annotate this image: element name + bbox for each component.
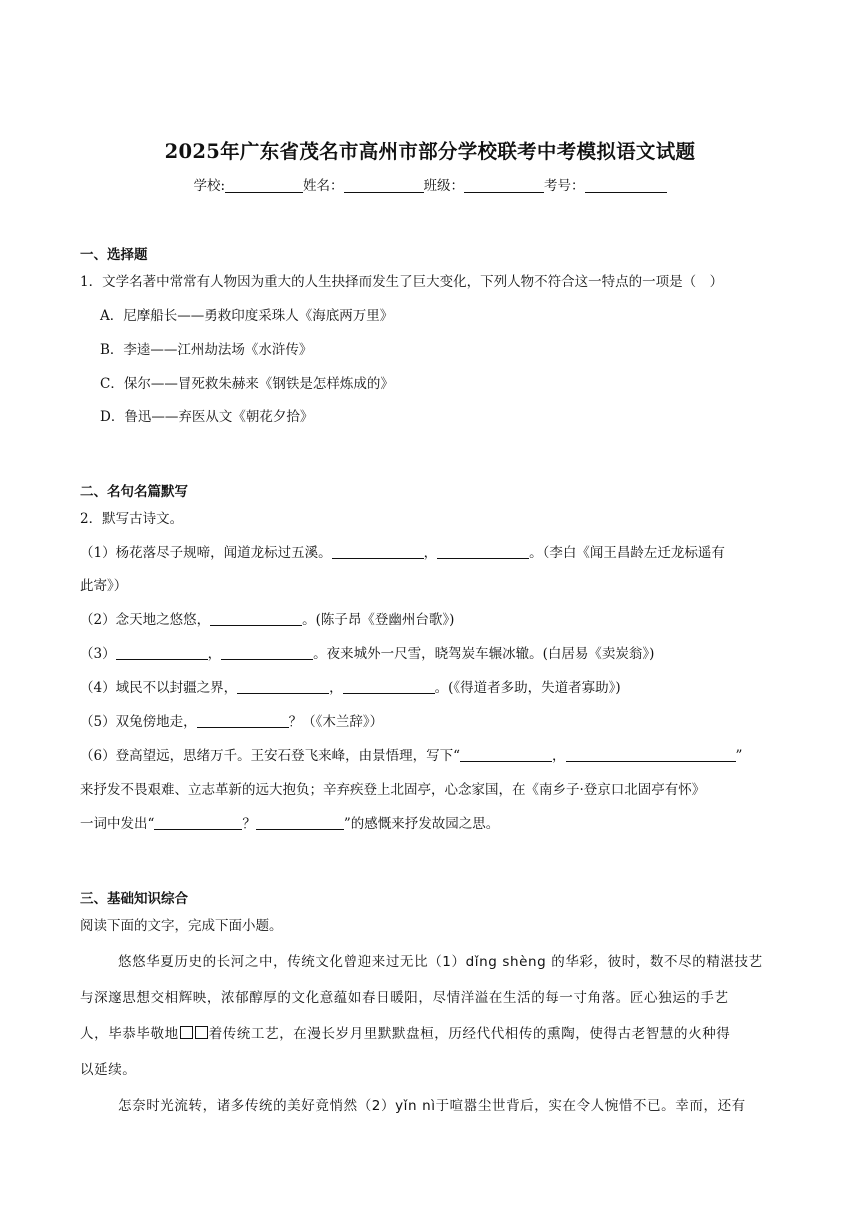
class-label: 班级：	[423, 178, 465, 194]
blank	[256, 816, 344, 830]
passage-line: 悠悠华夏历史的长河之中，传统文化曾迎来过无比（1）dǐng shèng 的华彩，彼时，数不尽的精湛技艺	[118, 954, 763, 970]
recite-4-source: 。(《得道者多助，失道者寡助》)	[434, 680, 621, 696]
question-2: 2．默写古诗文。	[80, 511, 184, 527]
blank	[566, 748, 736, 762]
recite-item-6-end	[80, 812, 499, 832]
recite-4-prefix: （4）域民不以封疆之界，	[80, 680, 238, 696]
recite-2-source: 。(陈子昂《登幽州台歌》)	[302, 612, 455, 628]
name-blank	[344, 178, 424, 193]
school-blank	[225, 178, 303, 193]
separator: ，	[329, 680, 343, 696]
blank	[154, 816, 242, 830]
exam-no-label: 考号：	[544, 178, 585, 194]
option-c: C．保尔——冒死救朱赫来《钢铁是怎样炼成的》	[100, 376, 394, 392]
passage-line: 以延续。	[80, 1062, 137, 1078]
blank	[116, 646, 208, 660]
recite-item-3	[80, 642, 654, 662]
recite-item-6-cont: 来抒发不畏艰难、立志革新的远大抱负；辛弃疾登上北固亭，心念家国，在《南乡子·登京口北固亭有怀》	[80, 782, 706, 798]
blank	[343, 680, 435, 694]
section-3-heading: 三、基础知识综合	[80, 891, 188, 907]
recite-item-6	[80, 744, 742, 764]
recite-5-prefix: （5）双兔傍地走，	[80, 714, 197, 730]
recite-3-prefix: （3）	[80, 646, 116, 662]
blank	[437, 545, 529, 559]
recite-6-prefix-2: 一词中发出“	[80, 816, 155, 832]
passage-line	[80, 1022, 780, 1042]
recite-item-1	[80, 541, 725, 561]
passage-text: 人，毕恭毕敬地	[80, 1026, 179, 1042]
recite-1-source: 。（李白《闻王昌龄左迁龙标遥有	[529, 545, 725, 561]
separator: ，	[207, 646, 222, 662]
passage-line: 怎奈时光流转，诸多传统的美好竟悄然（2）yǐn nì于喧嚣尘世背后，实在令人惋惜不已。幸而，还有	[118, 1098, 746, 1114]
separator: ？	[242, 816, 256, 832]
blank	[210, 612, 302, 626]
school-label: 学校:	[193, 178, 226, 194]
option-b: B．李逵——江州劫法场《水浒传》	[100, 342, 313, 358]
blank	[221, 646, 313, 660]
recite-6-prefix: （6）登高望远，思绪万千。王安石登飞来峰，由景悟理，写下“	[80, 748, 460, 764]
student-info-line	[0, 174, 860, 194]
passage-line: 与深邃思想交相辉映，浓郁醇厚的文化意蕴如春日暖阳，尽情洋溢在生活的每一寸角落。匠心独运的手艺	[80, 990, 729, 1006]
page-title: 2025年广东省茂名市高州市部分学校联考中考模拟语文试题	[164, 140, 696, 163]
separator: ，	[423, 545, 438, 561]
separator: ，	[552, 748, 566, 764]
missing-char-box	[180, 1026, 193, 1039]
section-1-heading: 一、选择题	[80, 247, 148, 263]
name-label: 姓名：	[303, 178, 344, 194]
recite-1-prefix: （1）杨花落尽子规啼，闻道龙标过五溪。	[80, 545, 332, 561]
passage-text: 着传统工艺，在漫长岁月里默默盘桓，历经代代相传的熏陶，使得古老智慧的火种得	[208, 1026, 731, 1042]
recite-item-1-cont: 此寄》）	[80, 578, 128, 594]
close-quote: ”	[735, 748, 743, 764]
blank	[237, 680, 329, 694]
recite-item-2	[80, 608, 454, 628]
recite-3-source: 。夜来城外一尺雪，晓驾炭车辗冰辙。(白居易《卖炭翁》)	[313, 646, 655, 662]
recite-6-suffix: ”的感慨来抒发故园之思。	[343, 816, 500, 832]
recite-item-5	[80, 710, 383, 730]
option-d: D．鲁迅——弃医从文《朝花夕拾》	[100, 409, 314, 425]
recite-item-4	[80, 676, 621, 696]
question-1: 1．文学名著中常常有人物因为重大的人生抉择而发生了巨大变化，下列人物不符合这一特点的一项是（ ）	[80, 274, 724, 290]
blank	[460, 748, 552, 762]
blank	[197, 714, 289, 728]
option-a: A．尼摩船长——勇救印度采珠人《海底两万里》	[100, 308, 394, 324]
class-blank	[464, 178, 544, 193]
blank	[332, 545, 424, 559]
recite-5-source: ？（《木兰辞》）	[288, 714, 384, 730]
section-2-heading: 二、名句名篇默写	[80, 484, 188, 500]
recite-2-prefix: （2）念天地之悠悠，	[80, 612, 211, 628]
missing-char-box	[195, 1026, 208, 1039]
exam-no-blank	[585, 178, 667, 193]
reading-intro: 阅读下面的文字，完成下面小题。	[80, 918, 283, 934]
